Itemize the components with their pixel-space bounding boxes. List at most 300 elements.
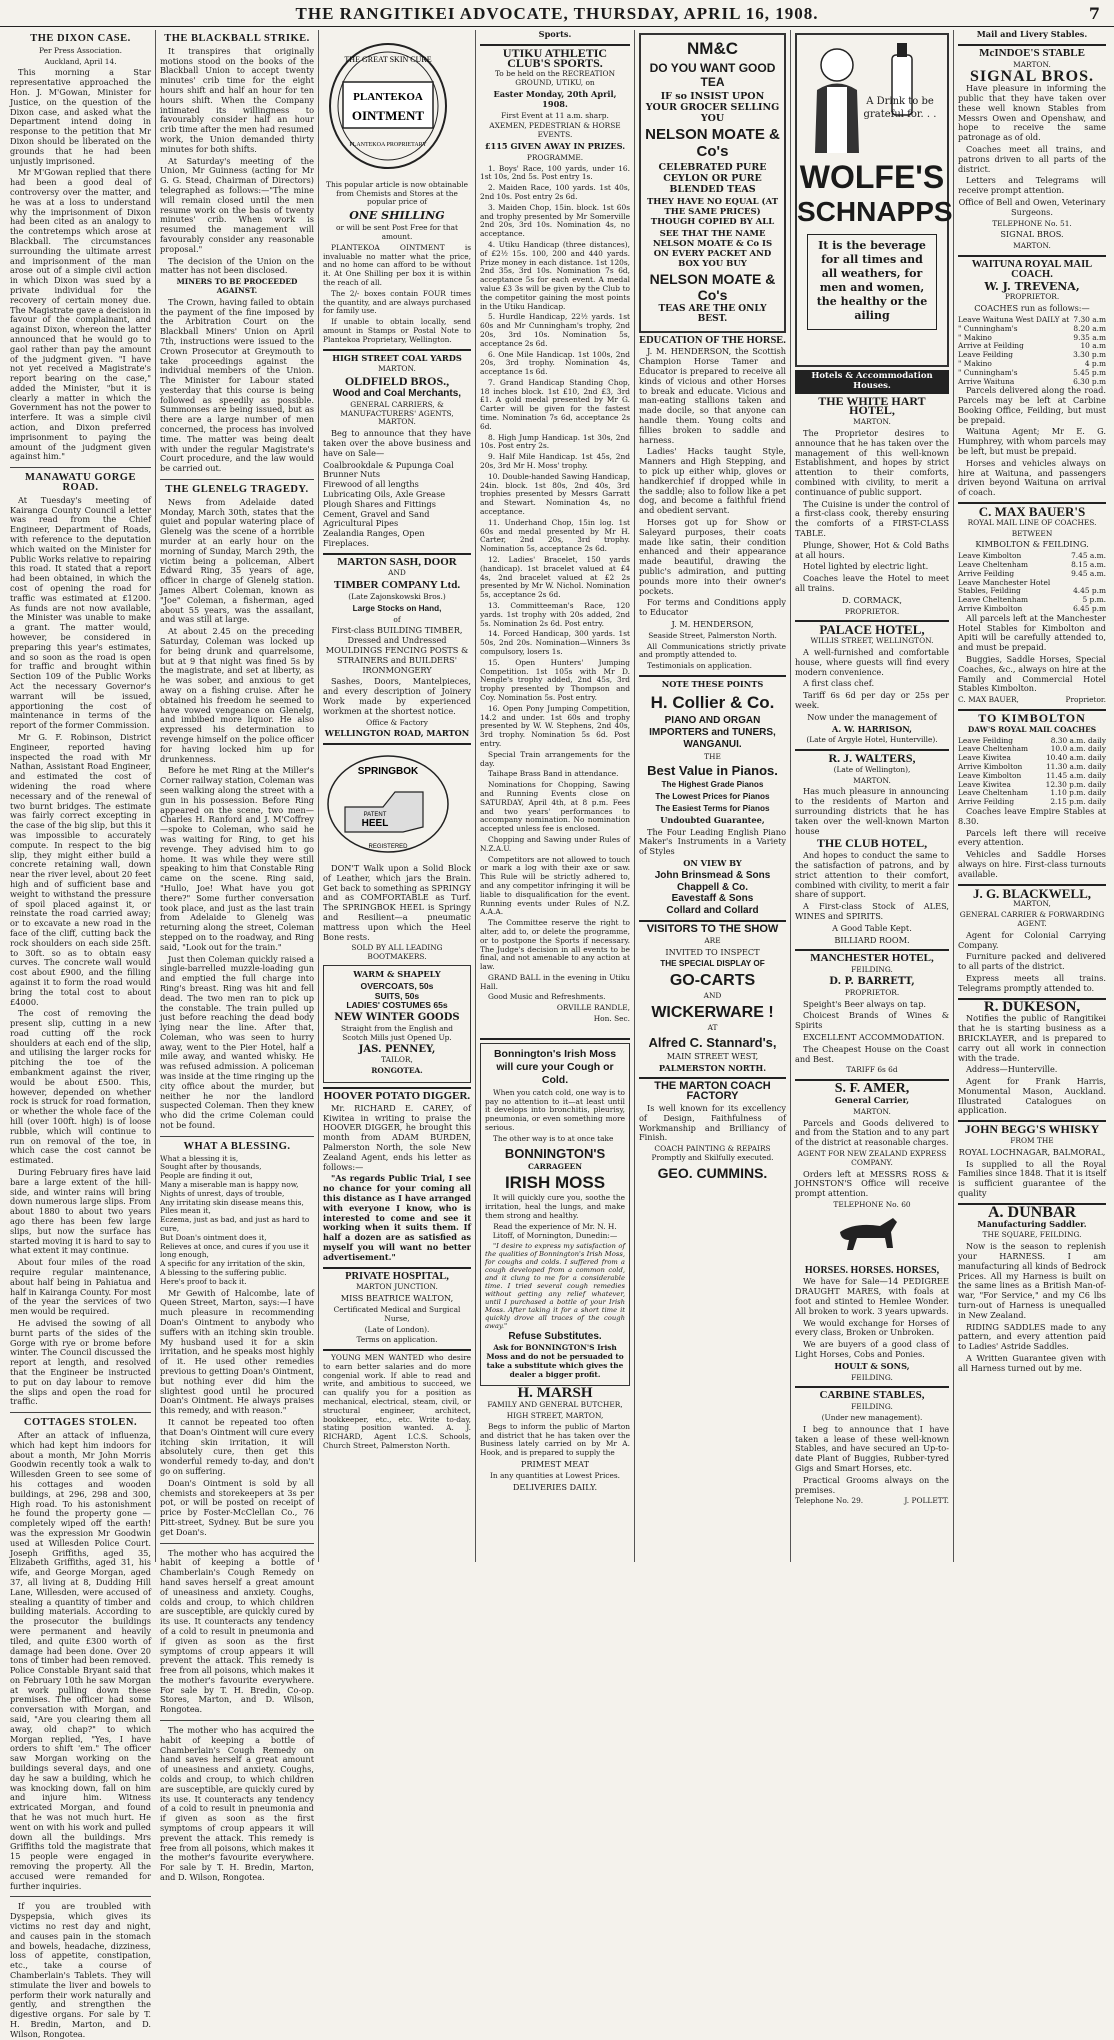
masthead-title: THE RANGITIKEI ADVOCATE, THURSDAY, APRIL 16, 1908. — [295, 4, 819, 23]
column-rule — [155, 30, 156, 1562]
advert-text: BETWEEN — [1011, 528, 1053, 538]
timetable-row: Leave Manchester Hotel — [958, 577, 1051, 587]
advert-text: Have pleasure in informing the public that they have taken over these well known Stables from Messrs Owen and Openshaw, and hope to receive the same patronage as of old. — [958, 83, 1106, 143]
advert-text: We have for Sale—14 PEDIGREE DRAUGHT MARES, with foals at foot and stinted to Hemlee Wonder. All broken to work. 3 years upwards. — [795, 1276, 949, 1316]
advert-heading: A. DUNBAR — [988, 1203, 1076, 1221]
advert-text: WELLINGTON ROAD, MARTON — [324, 728, 470, 739]
advert-text: Coaches meet all trains, and patrons driven to all parts of the district. — [958, 143, 1106, 174]
advert-text: Now under the management of — [807, 711, 937, 722]
plantekoa-ointment-logo — [323, 34, 453, 174]
penney-advert — [323, 965, 471, 1083]
advert-list: Coalbrookdale & Pupunga Coal Brunner Nuts Firewood of all lengths Lubricating Oils, Axle Grease Plough Shares and Fittings Cement, Gravel and Sand Agricultural Pipes Zealandia Ranges, Open Fireplaces. — [323, 459, 454, 548]
advert-text: Coaches leave Empire Stables at 8.30. — [958, 805, 1106, 826]
advert-text: Proprietor. — [1065, 695, 1106, 705]
advert-text: BILLIARD ROOM. — [834, 934, 910, 945]
column-rule — [475, 30, 476, 1562]
programme-event: 1. Boys' Race, 100 yards, under 16. 1st 10s, 2nd 5s. Post entry 1s. — [480, 163, 630, 182]
advert-text: Practical Grooms always on the premises. — [795, 1474, 949, 1495]
advert-heading: HOOVER POTATO DIGGER. — [323, 1089, 471, 1102]
advert-text: RIDING SADDLES made to any pattern, and every attention paid to Ladies' Astride Saddles. — [958, 1321, 1106, 1352]
advert-text: ROYAL LOCHNAGAR, BALMORAL, — [958, 1146, 1106, 1157]
advert-text: Large Stocks on Hand, — [352, 603, 442, 613]
advert-text: Express meets all trains. Telegrams promptly attended to. — [958, 972, 1106, 993]
advert-sign: ORVILLE RANDLE, — [556, 1003, 630, 1013]
advert-text: TELEPHONE No. 51. — [992, 218, 1072, 228]
advert-text: Parcels delivered along the road. Parcels may be left at Carbine Booking Office, Feilding, but must be prepaid. — [958, 385, 1106, 425]
advert-heading: THE MARTON COACH FACTORY — [654, 1080, 771, 1103]
advert-text: "As regards Public Trial, I see no chance for your coming all this distance as I have arranged with everyone I know, who is interested to come and see it working when it suits them. If half a dozen are as satisfied as myself you will want no better advertisement." — [323, 1173, 471, 1262]
advert-text: FEILDING. — [851, 1402, 893, 1412]
advert-text: Ladies' Hacks taught Style, Manners and High Stepping, and to pick up either whip, gloves or handkerchief if dropped while in the saddle; also to follow like a pet dog, and become a faithful friend and obedient servant. — [639, 446, 786, 516]
advert-text: SOLD BY ALL LEADING BOOTMAKERS. — [351, 943, 443, 962]
advert-text: We would exchange for Horses of every class, Broken or Unbroken. — [795, 1317, 949, 1338]
advert-heading: Bonnington's Irish Moss will cure your Cough or Cold. — [493, 1047, 617, 1086]
timetable-row: Leave Feilding 3.30 p.m — [958, 350, 1106, 360]
advert-text: Is well known for its excellency of Design, Faithfulness of Workmanship and Brilliancy of Finish. — [639, 1103, 786, 1143]
price: ONE SHILLING — [349, 209, 445, 223]
advert-brand: NELSON MOATE & Co's — [649, 271, 776, 303]
timetable-row: Arrive Feilding 9.45 a.m. — [958, 568, 1106, 578]
advert-text: MARTON. — [1013, 59, 1051, 69]
advert-text: Has much pleasure in announcing to the residents of Marton and surrounding districts that he has taken over the well-known Marton house — [795, 786, 949, 836]
timetable-row: Arrive Kimbolton 11.30 a.m. daily — [958, 761, 1106, 771]
article-paragraph: At Saturday's meeting of the Union, Mr Guinness (acting for Mr G. G. Stead, Chairman of Directors) telegraphed as follows:—"The mine will remain closed until the men resume work on the basis of twenty minutes' crib. When work is resumed the management will favourably consider any reasonable proposal." — [160, 155, 314, 254]
advert-text: MARTON. — [853, 1106, 891, 1116]
advert-text: AXEMEN, PEDESTRIAN & HORSE EVENTS. — [489, 121, 621, 140]
advert-text: DELIVERIES DAILY. — [512, 1481, 598, 1492]
advert-text: TARIFF 6s 6d — [846, 1065, 898, 1075]
advert-heading: HIGH STREET COAL YARDS — [332, 352, 462, 363]
programme-event: 15. Open Hunters' Jumping Competition. 1st 105s with Mr D. Nengle's trophy added, 2nd 45s, 3rd trophy presented by Thompson and Coy. Nomination 5s. Post entry. — [480, 657, 630, 702]
article-paragraph: News from Adelaide dated Monday, March 30th, states that the quiet and popular watering place of Glenelg was the scene of a horrible murder at an early hour on the morning of Sunday, March 29th, the victim being a policeman, Albert Edward Ring, 35 years of age, officer in charge of Glenelg station. James Albert Coleman, known as "Joe" Coleman, a fisherman, aged about 55 years, was the assailant, and was still at large. — [160, 496, 314, 625]
programme-event: 9. Half Mile Handicap. 1st 45s, 2nd 20s, 3rd Mr H. Moss' trophy. — [480, 452, 630, 471]
advert-heading: J. G. BLACKWELL, — [972, 885, 1092, 901]
advert-list-item: The Highest Grade Pianos — [661, 780, 764, 790]
advert-heading: MARTON SASH, DOOR — [337, 555, 457, 568]
article-heading: THE GLENELG TRAGEDY. — [165, 484, 309, 496]
advert-text: GENERAL CARRIER & FORWARDING AGENT. — [959, 910, 1105, 928]
article-paragraph: The cost of removing the present slip, cutting in a new road cutting off the rock shoulders at each end of the slip, and utilising the larger rocks for pitching the toe of the embankment against the river, would be about £500. This, however, depended on whether rock is struck for road formation, or whether the whole face of the hill (over 100ft. high) is of loose rubble, which will continue to run on removal of the toe, in which case the cost cannot be estimated. — [10, 1008, 151, 1166]
advert-text: COACHES run as follows:— — [974, 303, 1090, 314]
advert-text: of — [393, 614, 401, 624]
advert-name: C. MAX BAUER, — [958, 695, 1019, 705]
advert-text: DON'T Walk upon a Solid Block of Leather, which jars the Brain. Get back to something as SPRINGY and as COMFORTABLE as Turf. The SPRINGBOK HEEL is Springy and Resilient—a pneumatic mattress upon which the Heel Bone rests. — [323, 863, 471, 942]
advert-name: A. W. HARRISON, — [831, 723, 913, 734]
advert-heading: GO-CARTS — [669, 972, 756, 990]
advert-text: Easter Monday, 20th April, 1908. — [493, 88, 617, 109]
advert-text: Certificated Medical and Surgical Nurse, — [333, 1304, 461, 1323]
article-paragraph: At Tuesday's meeting of Kairanga County Council a letter was read from the Chief Engineer, Department of Roads, with reference to the deputation which waited on the Minister for Public Works relative to repairing this road. It stated that a report had been obtained, in which the cost of opening the road for traffic was estimated at £1200. As funds are not now available, the Minister was unable to make a grant. The matter would, however, be considered in preparing this year's estimates, and so soon as the road is open for traffic and brought within Section 109 of the Public Works Act the necessary Governor's warrant will be issued, apportioning the cost of maintenance in terms of the report of the former Commission. — [10, 494, 151, 731]
advert-text: MARTON. — [853, 417, 891, 427]
advert-text: (Late of Argyle Hotel, Hunterville). — [806, 735, 938, 745]
article-paragraph: It transpires that originally motions stood on the books of the Blackball Union to accept twenty minutes' crib time for the eight hours shift and half an hour for ten hours shift. When the Company intimated its willingness to favourably consider half an hour crib time after the men had resumed work, the Union demanded thirty minutes for both shifts. — [160, 45, 314, 154]
byline: Per Press Association. — [39, 45, 122, 55]
advert-heading: S. F. AMER, — [834, 1081, 910, 1097]
advert-brand: WOLFE'S — [799, 158, 945, 195]
springbok-heel-illustration — [323, 752, 453, 857]
advert-text: FROM THE — [1010, 1136, 1054, 1146]
advert-brand: SCHNAPPS — [797, 195, 953, 227]
advert-text: Waituna Agent; Mr E. G. Humphrey, with whom parcels may be left, but must be prepaid. — [958, 426, 1106, 457]
advert-text: EXCELLENT ACCOMMODATION. — [803, 1032, 945, 1043]
programme-event: 2. Maiden Race, 100 yards. 1st 40s, 2nd 10s. Post entry 2s 6d. — [480, 183, 630, 201]
advert-text: Agent for Colonial Carrying Company. — [958, 929, 1106, 950]
advert-text: PRIMEST MEAT — [520, 1459, 590, 1469]
advert-heading: TIMBER COMPANY Ltd. — [333, 579, 461, 592]
article-paragraph: Mr Gewith of Halcombe, late of Queen Street, Marton, says:—I have much pleasure in recommending Doan's Ointment to anybody who suffers with an itching skin trouble. My husband used it for a skin irritation, and he speaks most highly of it. He used other remedies previous to getting Doan's Ointment, but nothing ever did him the slightest good until he procured Doan's Ointment. He always praises this remedy, and with reason." — [160, 1287, 314, 1416]
advert-text: Address—Hunterville. — [966, 1064, 1058, 1075]
advert-heading: C. MAX BAUER'S — [978, 504, 1086, 520]
advert-text: The Committee reserve the right to alter, add to, or delete the programme, or to postpone the Sports if necessary. The Judge's decision in all events to be final, and not amenable to any action at law. — [480, 918, 630, 972]
advert-name: GEO. CUMMINS. — [657, 1164, 768, 1181]
advert-text: And hopes to conduct the same to the satisfaction of patrons, and by strict attention to their comfort, combined with civility, to merit a fair share of support. — [795, 850, 949, 900]
advert-text: MARTON. — [1013, 241, 1051, 251]
advert-text: AT — [707, 1023, 718, 1033]
advert-text: If unable to obtain locally, send amount in Stamps or Postal Note to Plantekoa Proprietary, Wellington. — [323, 317, 471, 344]
advert-text: Read the experience of Mr. N. H. Litoff, of Mornington, Dunedin:— — [492, 1221, 618, 1240]
advert-text: All Communications strictly private and promptly attended to. — [639, 641, 786, 660]
programme-event: 8. High Jump Handicap. 1st 30s, 2nd 10s. Post entry 2s. — [480, 432, 630, 451]
advert-text: (Late of London). — [364, 1324, 430, 1334]
brand-name: SPRINGBOK — [357, 766, 419, 778]
advert-text: PIANO AND ORGAN IMPORTERS and TUNERS, WANGANUI. — [649, 714, 776, 750]
advert-text: Now is the season to replenish your HARNESS. I am manufacturing all kinds of Bedrock Prices. All my Harness is built on the same lines as a British Man-of-war, "For Service," and my C6 lbs turn-out of Harness is unequalled in New Zealand. — [958, 1241, 1106, 1320]
advert-text: FAMILY AND GENERAL BUTCHER, — [487, 1400, 623, 1410]
advert-text: (Under new management). — [821, 1412, 923, 1422]
column-rule — [790, 30, 791, 1562]
advert-text: Hotel lighted by electric light. — [803, 561, 929, 572]
advert-heading: DO YOU WANT GOOD TEA — [649, 61, 776, 89]
advert-text: Mr. RICHARD E. CAREY, of Kiwitea in writing to praise the HOOVER DIGGER, he brought this month from ADAM BURDEN, Palmerston North, the sole New Zealand Agent, ends his letter as follows:— — [323, 1102, 471, 1172]
advert-text: It will quickly cure you, soothe the irritation, heal the lungs, and make them strong and healthy. — [485, 1193, 625, 1221]
advert-text: For terms and Conditions apply to Educator — [639, 597, 786, 618]
logo-maker: PLANTEKOA PROPRIETARY — [349, 142, 427, 148]
advert-text: SEE THAT THE NAME NELSON MOATE & Co IS ON EVERY PACKET AND BOX YOU BUY — [652, 229, 773, 269]
advert-heading: Refuse Substitutes. — [508, 1331, 602, 1343]
advert-text: HIGH STREET, MARTON, — [506, 1411, 604, 1421]
advert-text: First-class BUILDING TIMBER, Dressed and Undressed MOULDINGS FENCING POSTS & STRAINERS and BUILDERS' IRONMONGERY — [325, 625, 469, 675]
timetable-row: Leave Waituna West DAILY at 7.30 a.m — [958, 314, 1106, 324]
advert-text: ARE — [704, 935, 721, 945]
advert-text: MARTON. — [853, 775, 891, 785]
brand-registered: REGISTERED — [368, 844, 408, 851]
timetable-row: Leave Feilding 8.30 a.m. daily — [958, 735, 1106, 745]
advert-list-item: The Lowest Prices for Pianos — [655, 792, 770, 802]
column-7 — [958, 30, 1106, 1560]
advert-heading: WICKERWARE ! — [651, 1004, 774, 1022]
advert-sign: Hon. Sec. — [593, 1014, 630, 1024]
advert-heading: THE WHITE HART HOTEL, — [818, 393, 926, 418]
advert-paragraph: The mother who has acquired the habit of keeping a bottle of Chamberlain's Cough Remedy on hand saves herself a great amount of uneasiness and anxiety. Coughs, colds and croup, to which children are susceptible, are quickly cured by its use. It counteracts any tendency of a cold to result in pneumonia and if given as soon as the first symptoms of croup appears it will prevent the attack. This remedy is free from all poisons, which makes it the mother's favourite everywhere. For sale by T. H. Bredin, Co-op. Stores, Marton, and D. Wilson, Rongotea. — [160, 1547, 314, 1715]
article-heading: MANAWATU GORGE ROAD. — [25, 472, 136, 494]
advert-text: or will be sent Post Free for that amount. — [336, 223, 458, 241]
advert-text: Office of Bell and Owen, Veterinary Surgeons. — [958, 196, 1106, 217]
advert-text: £115 GIVEN AWAY IN PRIZES. — [484, 140, 626, 151]
advert-text: DAW'S ROYAL MAIL COACHES — [967, 724, 1097, 734]
advert-text: Sashes, Doors, Mantelpieces, and every description of Joinery Work made by experienced workmen at the shortest notice. — [323, 676, 471, 716]
timetable-row: " Cunningham's 8.20 a.m — [958, 323, 1106, 333]
advert-text: Nominations for Chopping, Sawing and Running Events close on SATURDAY, April 4th, at 8 p.m. Fees and two years' performances to accompany nomination. No nomination accepted unless fee is enclosed. — [480, 780, 630, 834]
advert-text: The Proprietor desires to announce that he has taken over the management of this well-known Establishment, and hopes by strict attention to their comforts, combined with civility, to merit a continuance of public support. — [795, 427, 949, 497]
advert-heading: VISITORS TO THE SHOW — [646, 923, 779, 936]
advert-trade: Wood and Coal Merchants, — [332, 387, 462, 399]
advert-text: Competitors are not allowed to touch or mark a log with their axe or saw. This Rule will be strictly adhered to, and any competitor infringing it will be liable to disqualification for the event. Running events under Rules of N.Z. A.A.A. — [480, 854, 630, 917]
advert-heading: UTIKU ATHLETIC CLUB'S SPORTS. — [502, 45, 608, 70]
advert-text: Coaches leave the Hotel to meet all trains. — [795, 573, 949, 593]
advert-text: Buggies, Saddle Horses, Special Coaches, &c., always on hire at the Family and Commercial Hotel Stables Kimbolton. — [958, 654, 1106, 694]
advert-text: INVITED TO INSPECT — [665, 946, 760, 957]
advert-name: D. CORMACK, — [842, 594, 902, 605]
advert-text: Horses got up for Show or Saleyard purposes, their coats made like satin, their condition enhanced and their appearance made beautiful, drawing the public's admiration, and putting pounds more into their owner's pockets. — [639, 516, 786, 596]
advert-text: PROPRIETOR. — [844, 606, 900, 616]
advert-list-item: John Brinsmead & Sons — [654, 869, 771, 881]
advert-text: The Four Leading English Piano Maker's Instruments in a Variety of Styles — [639, 826, 786, 857]
timetable-row: Arrive at Feilding 10 a.m — [958, 341, 1106, 351]
article-paragraph: About four miles of the road require regular maintenance, about half being in Pahiatua and half in Kairanga County. For most of the year the services of two men would be required. — [10, 1257, 151, 1317]
advert-text: When you catch cold, one way is to pay no attention to it—at least until it develops into bronchitis, pleurisy, pneumonia, or even something more serious. — [485, 1087, 625, 1133]
advert-text: ON VIEW BY — [683, 858, 742, 869]
advert-text: This popular article is now obtainable from Chemists and Stores at the popular price of — [326, 179, 468, 207]
advert-brand: CARRAGEEN — [528, 1161, 582, 1171]
advert-text: J. M. HENDERSON, the Scottish Champion Horse Tamer and Educator is prepared to receive all kinds of vicious and other Horses to break and educate. Vicious and man-eating stallions taken and made docile, so that anyone can handle them. Young colts and fillies broken to saddle and harness. — [639, 346, 786, 445]
advert-name: J. M. HENDERSON, — [671, 618, 754, 629]
advert-heading: R. J. WALTERS, — [828, 751, 916, 766]
advert-text: The other way is to at once take — [493, 1133, 614, 1143]
programme-event: 7. Grand Handicap Standing Chop, 18 inches block. 1st £10, 2nd £3, 3rd £1. A gold medal presented by Mr G. Carter will be given for the fastest time. Nomination 7s 6d, acceptance 2s 6d. — [480, 377, 630, 431]
programme-event: 12. Ladies' Bracelet, 150 yards (handicap). 1st bracelet valued at £4 4s, 2nd bracelet valued at £2 2s presented by Mr W. Nichol. Nomination 5s, acceptance 2s 6d. — [480, 555, 630, 600]
advert-text: MARTON. — [378, 364, 416, 374]
poem: What a blessing it is, Sought after by thousands, People are finding it out, Many a miserable man is happy now, Nights of unrest, days of trouble, Any irritating skin disease means this, Piles mean it, Eczema, just as bad, and just as hard to cure, But Doan's ointment does it, Relieves at once, and cures if you use it long enough, A specific for any irritation of the skin, A blessing to the suffering public. Here's proof to back it. — [160, 1153, 310, 1286]
programme-event: 13. Committeeman's Race, 120 yards. 1st trophy with 20s added, 2nd 5s. Nomination 2s 6d. Post entry. — [480, 601, 630, 628]
dateline: Auckland, April 14. — [44, 56, 117, 66]
advert-text: The Cuisine is under the control of a first-class cook, thereby ensuring the comforts of a FIRST-CLASS TABLE. — [795, 498, 949, 538]
advert-text: A Drink to be grateful for. . . — [863, 96, 937, 120]
advert-paragraph: If you are troubled with Dyspepsia, which gives its victims no rest day and night, and causes pain in the stomach and bowels, headache, dizziness, loss of appetite, constipation, etc., take a course of Chamberlain's Tablets. They will stimulate the liver and bowels to perform their work naturally and gently, and strengthen the digestive organs. For sale by T. H. Bredin, Marton, and D. Wilson, Rongotea. — [10, 1901, 151, 2039]
article-heading: COTTAGES STOLEN. — [23, 1417, 138, 1429]
article-paragraph: Before he met Ring at the Miller's Corner railway station, Coleman was seen walking along the street with a gun in his possession. Before Ring appeared on the scene, two men—Charles H. Ranford and J. M'Coffrey—spoke to Coleman, who said he was waiting for Ring, to get his revenge. They advised him to go home. It was while they were still speaking to him that Constable Ring came on the scene. Ring said, "Hullo, Joe! What have you got there?" Some further conversation took place, and just as the last train from Adelaide to Glenelg was returning along the street, Coleman stepped on to the roadway, and Ring said, "Look out for the train." — [160, 765, 314, 952]
timetable-row: Leave Cheltenham 10.0 a.m. daily — [958, 744, 1106, 754]
testimonial: "I desire to express my satisfaction of the qualities of Bonnington's Irish Moss, for coughs and colds. I suffered from a cough developed from a common cold, and it clung to me for a considerable time. I tried several cough remedies without getting any relief whatever, until I purchased a bottle of your Irish Moss. After taking it for a short time it quickly drove all traces of the cough away." — [485, 1242, 625, 1331]
timetable-row: Leave Cheltenham 1.10 p.m. daily — [958, 788, 1106, 798]
advert-text: Seaside Street, Palmerston North. — [648, 630, 777, 640]
advert-text: Office & Factory — [366, 717, 428, 727]
advert-text: RONGOTEA. — [371, 1066, 423, 1076]
page-number: 7 — [1088, 4, 1100, 23]
advert-heading: Best Value in Pianos. — [647, 763, 778, 779]
timetable-row: Arrive Kimbolton 6.45 p.m — [958, 604, 1106, 614]
advert-heading: H. MARSH — [517, 1385, 593, 1402]
advert-text: Straight from the English and Scotch Mills just Opened Up. — [340, 1023, 454, 1042]
advert-text: Testimonials on application. — [647, 661, 752, 671]
advert-heading: TO KIMBOLTON — [978, 711, 1086, 725]
advert-text: Vehicles and Saddle Horses always on hire. First-class turnouts available. — [958, 849, 1106, 879]
advert-text: Parcels left there will receive every attention. — [958, 827, 1106, 848]
advert-text: PALMERSTON NORTH. — [658, 1062, 767, 1073]
column-6 — [795, 30, 953, 1560]
advert-text: General Carrier, — [834, 1095, 910, 1105]
column-3 — [323, 30, 471, 1560]
advert-heading: THE CLUB HOTEL, — [816, 836, 928, 851]
article-paragraph: This morning a Star representative approached the Hon. J. M'Gowan, Minister for Justice, on the question of the Dixon case, and asked what the Department intend doing in response to the petition that Mr Dixon should be liberated on the grounds that he had been unjustly imprisoned. — [10, 67, 151, 166]
timetable-row: Leave Kimbolton 11.45 a.m. daily — [958, 770, 1106, 780]
timetable-row: " Cunningham's 5.45 p.m — [958, 367, 1106, 377]
advert-text: MARTON JUNCTION. — [356, 1282, 438, 1292]
timetable-row: Leave Kiwitea 10.40 a.m. daily — [958, 753, 1106, 763]
advert-text: A Written Guarantee given with all Harness turned out by me. — [958, 1353, 1106, 1373]
advert-heading: WAITUNA ROYAL MAIL COACH. — [971, 258, 1093, 280]
column-1 — [10, 30, 151, 2039]
advert-tagline-box — [807, 234, 937, 330]
advert-text: Begs to inform the public of Marton and district that he has taken over the Business lately carried on by Mr A. Hook, and is prepared to supply the — [480, 1421, 630, 1458]
logo-tagline: THE GREAT SKIN CURE — [344, 55, 432, 64]
advert-heading: OVERCOATS, 50s SUITS, 50s LADIES' COSTUMES 65s — [346, 980, 448, 1011]
advert-heading: WARM & SHAPELY — [353, 969, 441, 979]
section-label: Mail and Livery Stables. — [976, 29, 1088, 39]
article-paragraph: After an attack of influenza, which had kept him indoors for about a month, Mr John Morris Goodwin recently took a walk to Willesden Green to see some of his cottages and wooden buildings, at 296, 298 and 300, High road. To his astonishment he found the property gone — completely wiped off the earth! was the expression Mr Goodwin used at Willesden Police Court. Joseph Griffiths, aged 35, Elizabeth Griffiths, aged 31, his wife, and George Morgan, aged 37, all living at 8, Dudding Hill Lane, Willesden, were accused of stealing a quantity of timber and building materials. According to the prosecutor the buildings were permanent and heavily tiled, and quite £300 worth of damage had been done. Over 20 tons of timber had been removed. Police Constable Bryant said that on February 10th he saw Morgan at work pulling down these premises. The officer had some conversation with Morgan, and said, "Are you clearing them all away, old chap?" to which Morgan replied, "Yes, I have orders to shift 'em." The officer saw Morgan working on the buildings several days, and one day he saw a building, which he was knocking down, fall on him and injure him. Witness extricated Morgan, and found that he was not much hurt. He went on with his work and pulled down all the buildings. Mrs Griffiths told the magistrate that 15 people were engaged in removing the property. All the accused were remanded for further inquiries. — [10, 1429, 151, 1891]
advert-text: THE SPECIAL DISPLAY OF — [660, 959, 765, 969]
advert-text: Speight's Beer always on tap. — [803, 998, 927, 1009]
advert-text: Parcels and Goods delivered to and from the Station and to any part of the district at reasonable charges. — [795, 1117, 949, 1148]
advert-heading: PRIVATE HOSPITAL, — [345, 1270, 449, 1282]
advert-text: IF so INSIST UPON YOUR GROCER SELLING YOU — [645, 91, 780, 124]
advert-text: Special Train arrangements for the day. — [480, 749, 630, 768]
advert-heading: H. Collier & Co. — [650, 692, 775, 712]
advert-text: First Event at 11 a.m. sharp. — [501, 110, 609, 120]
advert-text: YOUNG MEN WANTED who desire to earn better salaries and do more congenial work. If able to read and write, and ambitious to succeed, we can qualify you for a position as mechanical, electrical, steam, civil, or structural engineer, architect, bookkeeper, etc., etc. Write to-day, stating position wanted. A. J. RICHARD, Agent I.C.S. Schools, Church Street, Palmerston North. — [323, 1353, 471, 1451]
article-heading: THE BLACKBALL STRIKE. — [164, 33, 310, 44]
advert-text: NOTE THESE POINTS — [661, 678, 764, 689]
article-paragraph: Just then Coleman quickly raised a single-barrelled muzzle-loading gun and emptied the full charge into Ring's breast. Ring was hit and fell dead. The two men ran to pick up the constable. The train pulled up just before reaching the dead body lying near the line. After that, Coleman, who was seen to hurry away, went to the Pier Hotel, half a mile away, and wanted whisky. He was refused admission. A policeman was inside at the time ringing up the city office about the murder, but neither he nor the landlord suspected Coleman. Then they knew who did the crime Coleman could not be found. — [160, 953, 314, 1131]
advert-paragraph: The mother who has acquired the habit of keeping a bottle of Chamberlain's Cough Remedy on hand saves herself a great amount of uneasiness and anxiety. Coughs, colds and croup, to which children are susceptible, are quickly cured by its use. It counteracts any tendency of a cold to result in pneumonia and if given as soon as the first symptoms of croup appears it will prevent the attack. This remedy is free from all poisons, which makes it the mother's favourite everywhere. For sale by T. H. Bredin, Marton, and D. Wilson, Rongotea. — [160, 1725, 314, 1883]
advert-text: THEY HAVE NO EQUAL (AT THE SAME PRICES) THOUGH COPIED BY ALL — [646, 197, 779, 227]
advert-text: Taihape Brass Band in attendance. — [488, 769, 619, 779]
programme-event: 11. Underhand Chop, 15in log. 1st 60s and medal presented by Mr H. Carter, 2nd 20s, 3rd trophy. Nomination 5s, acceptance 2s 6d. — [480, 517, 630, 554]
section-bar: Hotels & Accommodation Houses. — [795, 370, 949, 394]
advert-text: We are buyers of a good class of Light Horses, Cobs and Ponies. — [795, 1339, 949, 1359]
timetable-row: Arrive Feilding 2.15 p.m. daily — [958, 797, 1106, 807]
programme-event: 5. Hurdle Handicap, 22½ yards. 1st 60s and Mr Cunningham's trophy, 2nd 20s, 3rd 10s. Nomination 5s, acceptance 2s 6d. — [480, 312, 630, 348]
advert-text: AND — [703, 991, 722, 1001]
advert-name: SIGNAL BROS. — [1000, 229, 1064, 240]
advert-heading: Alfred C. Stannard's, — [648, 1034, 777, 1050]
advert-text: To be held on the RECREATION GROUND, UTIKU, on — [494, 69, 616, 88]
column-rule — [634, 30, 635, 1562]
nelson-moate-tea-advert — [639, 33, 786, 333]
brand-heel: HEEL — [361, 818, 389, 830]
bonningtons-advert — [480, 1043, 630, 1387]
advert-text: (Late Zajonskowski Bros.) — [348, 592, 446, 602]
programme-event: 10. Double-handed Sawing Handicap, 24in. block. 1st 80s, 2nd 40s, 3rd trophies presented by Messrs Garratt and Stewart. Nomination 4s, no acceptance. — [480, 471, 630, 517]
article-paragraph: The decision of the Union on the matter has not been disclosed. — [160, 255, 314, 276]
advert-heading: EDUCATION OF THE HORSE. — [639, 334, 786, 346]
horse-illustration — [795, 1212, 945, 1260]
advert-text: In any quantities at Lowest Prices. — [490, 1470, 620, 1480]
advert-text: Terms on application. — [356, 1335, 438, 1345]
section-label: Sports. — [538, 29, 572, 39]
advert-text: Notifies the public of Rangitikei that he is starting business as a BRICKLAYER, and is prepared to carry out all work in connection with the trade. — [958, 1013, 1106, 1063]
programme-event: 3. Maiden Chop, 15in. block. 1st 60s and trophy presented by Mr Somerville 2nd 20s, 3rd 10s. Nomination 4s, no acceptance. — [480, 202, 630, 239]
timetable-row: " Makino 4 p.m — [958, 358, 1106, 368]
column-2 — [160, 30, 314, 1883]
advert-text: MARTON, — [1013, 899, 1051, 909]
article-paragraph: He advised the sowing of all burnt parts of the sides of the Gorge with rye or brome before winter. The Council discussed the report at length, and resolved that the Engineer be instructed to put on day labour to remove the slips and open the road for traffic. — [10, 1318, 151, 1407]
advert-text: Orders left at MESSRS ROSS & JOHNSTON'S Office will receive prompt attention. — [795, 1168, 949, 1199]
timetable-row: Leave Kimbolton 7.45 a.m. — [958, 551, 1106, 561]
wolfes-schnapps-advert — [795, 33, 953, 367]
advert-name: JAS. PENNEY, — [358, 1043, 436, 1055]
advert-text: THE — [704, 751, 721, 761]
advert-brand: NELSON MOATE & Co's — [645, 126, 780, 160]
advert-text: FEILDING. — [851, 1372, 893, 1382]
advert-text: Good Music and Refreshments. — [488, 992, 606, 1002]
advert-text: THE SQUARE, FEILDING. — [982, 1230, 1082, 1240]
advert-text: The 2/- boxes contain FOUR times the quantity, and are always purchased for family use. — [323, 288, 471, 316]
advert-text: MAIN STREET WEST, — [666, 1050, 759, 1061]
programme-event: 16. Open Pony Jumping Competition, 14.2 and under. 1st 60s and trophy presented by W. W. Stephens, 2nd 40s, 3rd trophy. Nomination 5s 6d. Post entry. — [480, 703, 630, 748]
advert-heading: CARBINE STABLES, — [819, 1389, 925, 1402]
advert-text: A first class chef. — [803, 678, 875, 689]
advert-text: Is supplied to all the Royal Families since 1848. That it is itself is sufficient guarantee of the quality — [958, 1158, 1106, 1199]
advert-text: GENERAL CARRIERS, & MANUFACTURERS' AGENTS, MARTON. — [340, 399, 454, 427]
timetable-row: Stables, Feilding 4.45 p.m — [958, 586, 1106, 596]
advert-text: ROYAL MAIL LINE OF COACHES. — [967, 517, 1097, 527]
advert-text: Choicest Brands of Wines & Spirits — [795, 1010, 949, 1031]
advert-text: PLANTEKOA OINTMENT is invaluable no matter what the price, and no home can afford to be without it. At One Shilling per box it is within the reach of all. — [323, 242, 471, 287]
advert-text: A First-class Stock of ALES, WINES and SPIRITS. — [795, 901, 949, 922]
column-rule — [318, 30, 319, 1562]
advert-text: Horses and vehicles always on hire at Waituna, and passengers driven beyond Waituna on arrival of coach. — [958, 457, 1106, 498]
advert-list-item: The Easiest Terms for Pianos — [655, 804, 770, 814]
advert-heading: JOHN BEGG'S WHISKY — [964, 1122, 1100, 1137]
advert-text: FEILDING. — [851, 965, 893, 975]
article-paragraph: At about 2.45 on the preceding Saturday, Coleman was locked up for being drunk and quarrelsome, but at 9 that night was fined 5s by the magistrate, and set at liberty, as he was sober, and anxious to get away on a fishing cruise. After he obtained his freedom he seemed to have vowed vengeance on Glenelg, and imbibed more liquor. He also expressed his determination to revenge himself on the police officer for having locked him up for drunkenness. — [160, 626, 314, 764]
article-paragraph: Mr G. F. Robinson, District Engineer, reported having inspected the road with Mr Nathan, Assistant Road Engineer, and estimated the cost of widening the road where necessary and of the renewal of two burnt bridges. The estimate was fairly correct excepting in the case of the big slip, but this it was impossible to accurately compute. In respect to the big slip, they might either build a concrete retaining wall, down near the river level, about 20 feet high and of sufficient base and weight to withstand the pressure of spoil placed against it, or reinstate the road carried away; or to excavate a new road in the face of the cliff, cutting back the rock shoulders on each side 25ft. to 30ft. so as to obtain easy curves. The concrete wall would cost about £900, and the filling against it to form the road would bring the total cost to about £4000. — [10, 731, 151, 1007]
svg-text:PLANTEKOA: PLANTEKOA — [353, 91, 423, 103]
column-4 — [480, 30, 630, 1560]
advert-text: Ask for BONNINGTON'S Irish Moss and do not be persuaded to take a substitute which gives the dealer a bigger profit. — [486, 1343, 624, 1379]
advert-text: AGENT FOR NEW ZEALAND EXPRESS COMPANY. — [797, 1148, 947, 1167]
advert-text: COACH PAINTING & REPAIRS Promptly and Skilfully executed. — [651, 1144, 774, 1162]
article-paragraph: Mr M'Gowan replied that there had been a good deal of controversy over the matter, and he was at a loss to understand why the imprisonment of Dixon had been cited as an analogy to the contretemps which arose at Blackball. The circumstances surrounding the ultimate arrest and imprisonment of the man arose out of a simple civil action in which Dixon was sued by a private individual for the recovery of certain money due. The Magistrate gave a decision in favour of the complainant, and against Dixon, whereon the latter announced that he would go to gaol rather than pay the amount of the judgment given. "I have not yet received a Magistrate's report bearing on the case," added the Minister, "but it is clearly a matter in which the Government has not the power to interfere. It was a simple civil action, and Dixon preferred imprisonment to paying the amount of the judgment given against him." — [10, 167, 151, 462]
advert-text: All parcels left at the Manchester Hotel Stables for Kimbolton and Apiti will be carefully attended to, and must be prepaid. — [958, 612, 1106, 653]
timetable-row: Leave Cheltenham 8.15 a.m. — [958, 560, 1106, 570]
timetable-row: " Makino 9.35 a.m — [958, 332, 1106, 342]
brand-patent: PATENT — [363, 812, 387, 819]
svg-text:OINTMENT: OINTMENT — [351, 108, 425, 123]
advert-text: KIMBOLTON & FEILDING. — [975, 539, 1089, 550]
subheading: MINERS TO BE PROCEEDED AGAINST. — [176, 277, 298, 295]
article-paragraph: The Crown, having failed to obtain the payment of the fine imposed by the Arbitration Court on the Blackball Miners' Union on April 7th, instructions were issued to the Crown Prosecutor at Greymouth to take proceedings against the individual members of the Union. The Minister for Labour stated yesterday that this course is being followed as speedily as possible. Summonses are being issued, but as there are a large number of men concerned, the process has involved time. The matter was being dealt with under the regular Magistrate's Court procedure, and the law would be carried out. — [160, 296, 314, 474]
advert-text: Manufacturing Saddler. — [977, 1218, 1087, 1229]
advert-text: TEAS ARE THE ONLY BEST. — [658, 304, 767, 324]
advert-logo: NM&C — [687, 39, 738, 58]
article-heading: WHAT A BLESSING. — [183, 1140, 291, 1152]
article-paragraph: Doan's Ointment is sold by all chemists and storekeepers at 3s per pot, or will be posted on receipt of price by Foster-McClellan Co., 76 Pitt-street, Sydney. But be sure you get Doan's. — [160, 1477, 314, 1537]
article-paragraph: It cannot be repeated too often that Doan's Ointment will cure every itching skin irritation, it will absolutely cure, then get this wonderful remedy to-day, and don't go on suffering. — [160, 1416, 314, 1476]
advert-text: A well-furnished and comfortable house, where guests will find every modern convenience. — [795, 646, 949, 677]
advert-text: Agent for Frank Harris, Monumental Mason, Auckland. Illustrated Catalogues on application. — [958, 1076, 1106, 1116]
advert-name: HOULT & SONS, — [834, 1360, 910, 1371]
advert-text: TAILOR, — [381, 1055, 413, 1065]
article-heading: THE DIXON CASE. — [30, 33, 131, 44]
advert-brand: IRISH MOSS — [504, 1173, 606, 1193]
advert-firm: OLDFIELD BROS., — [344, 374, 450, 389]
advert-text: WILLIS STREET, WELLINGTON. — [810, 636, 934, 646]
programme-event: 6. One Mile Handicap. 1st 100s, 2nd 20s, 3rd trophy. Nomination 4s, acceptance 1s 6d. — [480, 349, 630, 377]
advert-text: MISS BEATRICE WALTON, — [340, 1293, 454, 1304]
advert-text: Tariff 6s 6d per day or 25s per week. — [795, 690, 949, 710]
advert-text: I beg to announce that I have taken a lease of these well-known Stables, and have secured an Up-to-date Plant of Buggies, Rubber-tyred Gigs and Smart Horses, etc. — [795, 1423, 949, 1473]
